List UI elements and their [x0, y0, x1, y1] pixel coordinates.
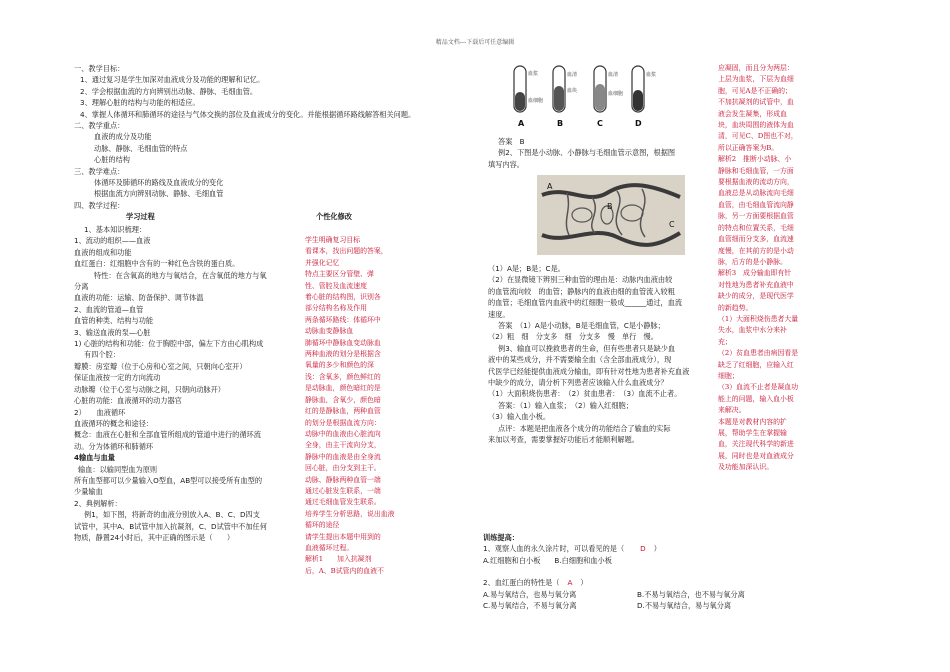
question-2-text: 2、血红蛋白的特性是（: [483, 578, 560, 588]
body-line: 少量输血: [74, 487, 103, 497]
question-1-text: 1、观察人血的永久涂片时，可以看见的是（: [483, 544, 625, 554]
mid-line: 答案：（1）输入血浆； （2）输入红细胞；: [498, 400, 633, 410]
mid-line: 的血管流向较 的血管；静脉内的血液由细的血管流入较粗: [488, 286, 675, 296]
note-line: 全身，由主干流向分支，: [305, 441, 381, 450]
difficulties-heading: 三、教学难点：: [74, 166, 125, 176]
note-line: 请学生提出本题中用到的: [305, 532, 381, 541]
body-line: 动脉瓣（位于心室与动脉之间，只朝向动脉开）: [74, 384, 225, 394]
mid-line: （2）在显微镜下辨别三种血管的理由是：动脉内血液由较: [488, 275, 673, 285]
analysis-line: 解析3 成分输血即有针: [718, 269, 792, 278]
note-line: 两条循环路线：体循环中: [305, 315, 381, 324]
analysis-line: 脉，另一方面要根据血管: [718, 212, 794, 221]
body-line: 有四个腔：: [84, 350, 120, 360]
learning-process: [74, 224, 304, 543]
analysis-line: 展，帮助学生在掌握输: [718, 429, 787, 437]
question-1-options: [483, 555, 783, 566]
analysis-line: 清，可见C、D图也不对，: [718, 132, 798, 141]
mid-line: 答案 （1）A是小动脉，B是毛细血管，C是小静脉；: [498, 321, 665, 331]
note-line: 循环的途径: [305, 521, 340, 530]
objective-line: 4、掌握人体循环和肺循环的途径与气体交换的部位及血液成分的变化。并能根据循环路线解答相关问题。: [80, 109, 416, 119]
note-line: 静脉血，含氧少，颜色暗: [305, 395, 381, 404]
body-line: 血管的种类、结构与功能: [74, 316, 154, 326]
analysis-line: 的新趋势。: [718, 303, 753, 312]
example-2-block: [488, 136, 708, 170]
note-line: 动脉血变静脉血: [305, 327, 354, 336]
note-line: 动脉、静脉两种血管一端: [305, 475, 381, 484]
analysis-line: 度慢，在其前方的是小动: [718, 246, 794, 255]
mid-line: 点评：本题是把血液各个成分的功能结合了输血的实际: [498, 423, 671, 433]
option: B.白细胞和血小板: [554, 555, 612, 565]
key-points-heading: 二、教学重点：: [74, 121, 125, 131]
analysis-line: 来解决。: [718, 406, 746, 415]
tube-label: 血清: [567, 72, 578, 78]
tube-label: 血细胞: [608, 91, 624, 97]
analysis-line: 血管，由毛细血管流向静: [718, 200, 794, 209]
example-2-line: 填写内容。: [488, 159, 524, 169]
note-line: 浅：含氧多，颜色鲜红的: [305, 372, 381, 381]
body-line: 试管中，其中A、B试管中加入抗凝剂，C、D试管中不加任何: [74, 521, 267, 531]
training-title: 训练提高：: [483, 533, 519, 542]
analysis-line: 所以正确答案为B。: [718, 143, 779, 152]
tube-letter: D: [635, 119, 642, 128]
vessel-label: C: [669, 220, 675, 229]
tube-letter: A: [518, 119, 525, 128]
analysis-line: 静脉和毛细血管，一方面: [718, 166, 794, 175]
note-line: 通过毛细血管发生联系。: [305, 498, 381, 507]
analysis-line: 的特点和位置关系，毛细: [718, 223, 794, 232]
note-line: 性、管腔及血流速度: [305, 281, 368, 290]
tube-b: [553, 66, 565, 112]
note-line: 培养学生分析思路，说出血液: [305, 509, 395, 518]
question-1: [483, 543, 783, 554]
question-2-options-row2: [483, 600, 783, 611]
analysis-line: 应凝固，而且分为两层：: [718, 64, 794, 72]
mid-line: 速度。: [488, 309, 510, 319]
body-line: 血红蛋白：红细胞中含有的一种红色含铁的蛋白质。: [74, 259, 240, 269]
analysis-line: （2）贫血患者由病因看是: [718, 349, 799, 358]
personal-notes: [305, 235, 413, 577]
example-2-line: 例2、下图是小动脉、小静脉与毛细血管示意图，根据图: [498, 148, 676, 158]
option: D.不易与氧结合，易与氧分离: [637, 601, 732, 611]
body-line: 例1，如下图，将新奇的血液分别放入A、B、C、D四支: [84, 510, 260, 520]
tube-c: [594, 66, 606, 112]
mid-line: （1）A是；B是；C是。: [488, 264, 565, 273]
analysis-line: 充；: [718, 337, 732, 346]
question-2: [483, 577, 783, 588]
question-1-close: ）: [653, 544, 661, 554]
note-line: 部分结构名称及作用: [305, 304, 368, 313]
analysis-line: 本题是对教材内容的扩: [718, 417, 787, 426]
note-line: 后，A、B试管内的血液不: [305, 566, 384, 575]
column-head-personal: 个性化修改: [316, 212, 352, 221]
tube-a: [514, 66, 526, 112]
difficulty: 根据血流方向辨别动脉、静脉、毛细血管: [94, 189, 224, 199]
body-line: 2、典例解析：: [74, 498, 122, 508]
analysis-line: 解析2 推断小动脉、小: [718, 155, 792, 164]
option: A.红细胞和白小板: [483, 555, 541, 565]
analysis-line: 上层为血浆，下层为血细: [718, 75, 794, 84]
question-2-answer: A: [567, 578, 573, 588]
objective-line: 3、理解心脏的结构与功能的相适应。: [80, 98, 200, 108]
mid-line: 液中的某些成分，并不需要输全血（含全部血液成分），现: [488, 355, 672, 365]
body-line: 血液的功能：运输、防备保护、调节体温: [74, 293, 204, 303]
note-line: 动脉中的血液由心脏流向: [305, 429, 381, 438]
key-point: 心脏的结构: [94, 155, 130, 165]
column-head-learning: 学习过程: [126, 212, 155, 221]
body-line: 输血：以输同型血为原则: [78, 464, 158, 474]
spacer: [483, 566, 783, 577]
note-line: 看课本，找出问题的答案，: [305, 247, 388, 256]
example-answers: [488, 263, 716, 446]
body-line: 1、基本知识梳理：: [84, 225, 147, 234]
key-point: 动脉、静脉、毛细血管的特点: [94, 143, 188, 153]
tube-label: 血块: [567, 88, 578, 94]
mid-line: 中缺少的成分，请分析下列患者应该输入什么血液成分？: [488, 378, 668, 388]
note-line: 着心脏的结构图，识别各: [305, 293, 381, 302]
left-column: [74, 63, 434, 211]
answer-1: 答案 B: [498, 137, 525, 146]
analysis-line: 要根据血液的流动方向，: [718, 178, 794, 187]
mid-line: 来加以考查，需要掌握好功能后才能顺利解题。: [488, 435, 639, 445]
analysis-line: 块，血块周围的液体为血: [718, 121, 794, 130]
mid-line: （3）输入血小板。: [488, 412, 551, 422]
note-line: 解析1 加入抗凝剂: [305, 555, 372, 564]
option: B.不易与氧结合，也不易与氧分离: [637, 589, 745, 599]
option: C.易与氧结合，不易与氧分离: [483, 601, 577, 611]
mid-line: 的血管；毛细血管内血液中的红细胞一般成______通过，血流: [488, 298, 683, 308]
question-2-close: ）: [580, 578, 588, 588]
tube-letter: B: [557, 119, 564, 128]
note-line: 氧量的多少和颜色的深: [305, 361, 374, 370]
mid-line: （2）粗 细 分支多 细 分支多 慢 单行 慢。: [488, 332, 658, 342]
body-line: 保证血液按一定的方向流动: [74, 373, 161, 383]
test-tube-figure: [508, 62, 660, 130]
analysis-line: 能上的问题，输入血小板: [718, 394, 794, 403]
body-line: 血液的组成和功能: [74, 247, 132, 257]
note-line: 血液循环过程。: [305, 543, 354, 552]
key-point: 血液的成分及功能: [94, 132, 152, 142]
option: A.易与氧结合，也易与氧分离: [483, 589, 577, 599]
note-line: 是动脉血，颜色暗红的是: [305, 384, 381, 393]
note-line: 并强化记忆: [305, 258, 340, 267]
body-line: 3、输送血液的泵—心脏: [74, 327, 151, 337]
analysis-line: 细胞；: [718, 371, 739, 380]
note-line: 学生明确复习目标: [305, 236, 361, 244]
analysis-line: （1）大面积烧伤患者大量: [718, 314, 799, 323]
analysis-line: 及功能加深认识。: [718, 463, 774, 472]
body-line: 2） 血液循环: [74, 407, 126, 417]
note-line: 特点主要区分管壁、弹: [305, 270, 374, 279]
body-line: 2、血流的管道—血管: [74, 304, 144, 314]
analysis-line: 失水，血浆中水分来补: [718, 326, 787, 335]
body-line: 动。分为体循环和肺循环: [74, 441, 154, 451]
analysis-line: 不加抗凝剂的试管中，血: [718, 98, 794, 107]
tube-label: 血浆: [528, 71, 539, 77]
body-line: 物质，静置24小时后，其中正确的图示是（ ）: [74, 532, 235, 542]
page-header: 精品文档---下载后可任意编辑: [435, 39, 515, 46]
mid-line: 例3、输血可以挽救患者的生命，但有些患者只是缺少血: [498, 343, 676, 353]
analysis-line: 血液总是从动脉流向毛细: [718, 189, 794, 198]
right-notes: [718, 63, 828, 474]
mid-line: 代医学已经能提供血液成分输血，即有针对性地为患者补充血液: [488, 366, 690, 376]
body-line: 所有血型都可以少量输入O型血，AB型可以接受所有血型的: [74, 475, 263, 485]
mid-line: （1）大面积烧伤患者： （2）贫血患者： （3）血流不止者。: [488, 389, 682, 399]
analysis-line: 缺乏了红细胞，应输入红: [718, 360, 794, 369]
analysis-line: 展，同时也是对血液成分: [718, 451, 794, 460]
question-2-options-row1: [483, 589, 783, 600]
analysis-line: 血管细而分支多，血流速: [718, 235, 794, 244]
analysis-line: 胞，可见A是不正确的；: [718, 86, 792, 95]
note-line: 的划分是根据血流方向：: [305, 418, 381, 427]
note-line: 红的是静脉血，两种血管: [305, 407, 381, 416]
process-heading: 四、教学过程：: [74, 200, 125, 210]
tube-label: 血浆: [646, 72, 657, 78]
blood-vessel-diagram: [537, 175, 685, 255]
tube-letter: C: [597, 119, 603, 128]
body-line: 血液循环的概念和途径：: [74, 418, 154, 428]
vessel-label: B: [607, 202, 613, 211]
difficulty: 体循环及肺循环的路线及血液成分的变化: [94, 178, 224, 188]
body-line: 瓣膜：房室瓣（位于心房和心室之间，只朝向心室开）: [74, 361, 247, 371]
tube-d: [632, 66, 644, 112]
tube-label: 血清: [608, 72, 619, 78]
objective-line: 1、通过复习是学生加深对血液成分及功能的理解和记忆。: [80, 75, 265, 85]
objectives-heading: 一、教学目标：: [74, 64, 125, 73]
body-line: 4输血与血量: [74, 453, 115, 463]
note-line: 回心脏，由分支到主干。: [305, 464, 381, 473]
body-line: 特性：在含氧高的地方与氧结合，在含氧低的地方与氧: [94, 270, 267, 280]
note-line: 静脉中的血液是由全身流: [305, 452, 381, 461]
objective-line: 2、学会根据血流的方向辨别出动脉、静脉、毛细血管。: [80, 86, 258, 96]
analysis-line: 脉，后方的是小静脉。: [718, 257, 787, 266]
analysis-line: 血，关注现代科学的新进: [718, 440, 794, 449]
body-line: 1、流动的组织——血液: [74, 236, 151, 246]
vessel-label: A: [547, 182, 553, 191]
note-line: 通过心脏发生联系，一端: [305, 486, 381, 495]
note-line: 两种血液的划分是根据含: [305, 350, 381, 359]
body-line: 概念：血液在心脏和全部血管所组成的管道中进行的循环流: [74, 430, 261, 440]
body-line: 1) 心脏的结构和功能：位于胸腔中部，偏左下方由心肌构成: [74, 339, 264, 349]
body-line: 心脏的功能：血液循环的动力器官: [74, 396, 182, 406]
analysis-line: 缺少的成分，是现代医学: [718, 292, 794, 301]
tube-label: 血细胞: [528, 98, 544, 104]
question-1-answer: D: [640, 544, 646, 554]
note-line: 肺循环中静脉血变动脉血: [305, 338, 381, 347]
body-line: 分离: [74, 282, 89, 292]
training-section: [483, 532, 783, 611]
analysis-line: 液会发生凝集，形成血: [718, 109, 787, 118]
analysis-line: （3）血流不止者是凝血功: [718, 383, 799, 392]
analysis-line: 对性地为患者补充血液中: [718, 280, 794, 289]
